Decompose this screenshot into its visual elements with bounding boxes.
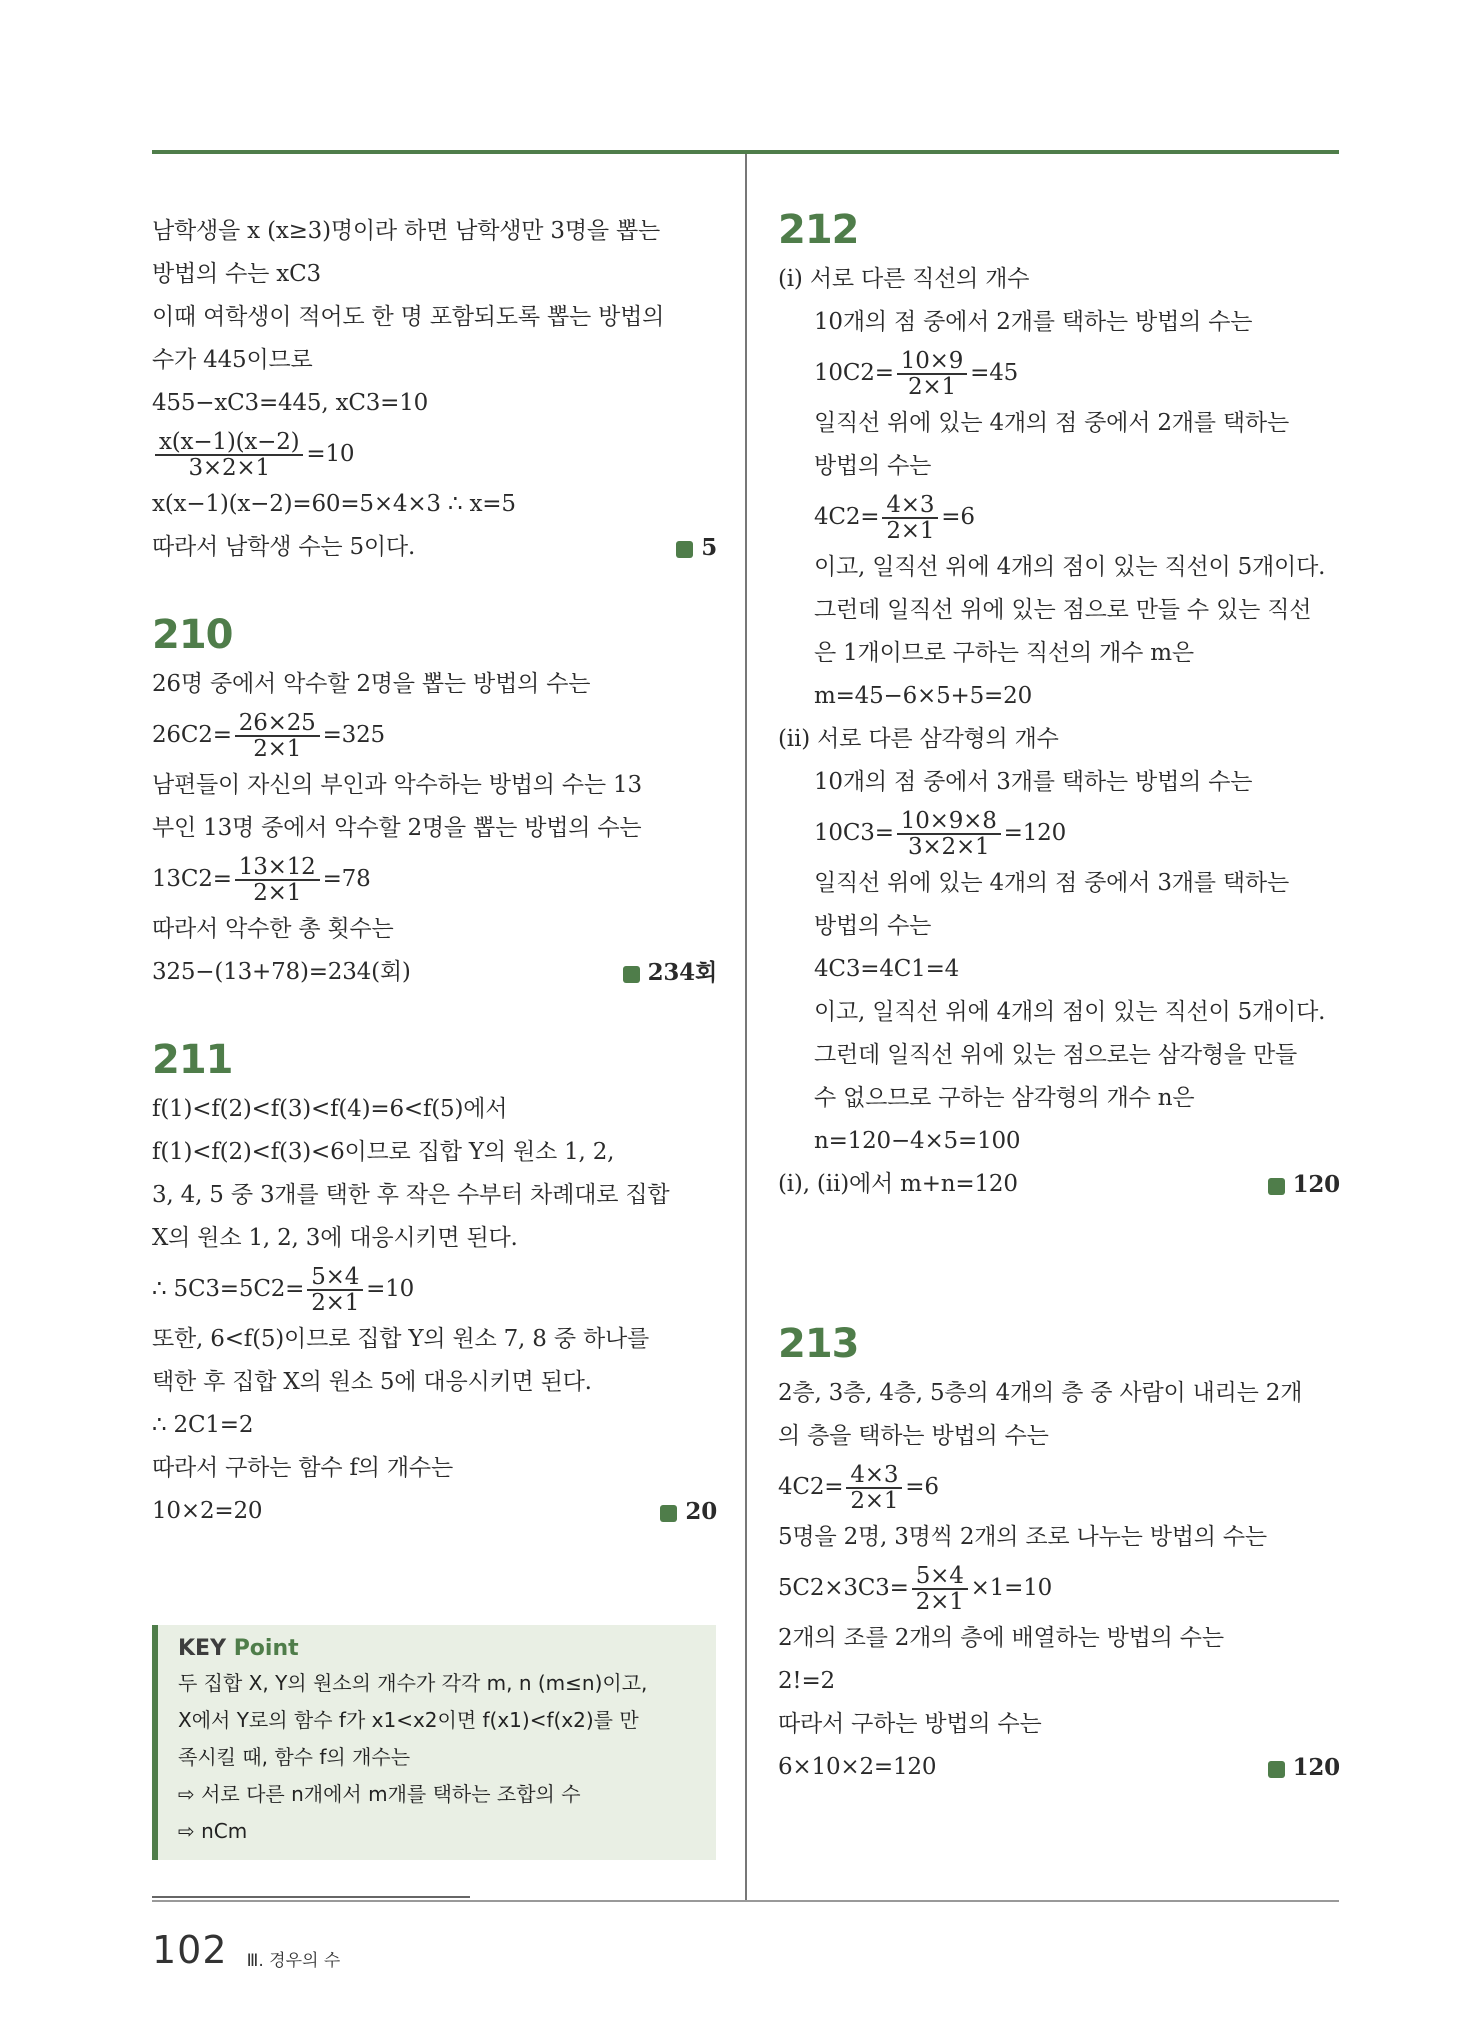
text-line: 방법의 수는	[814, 913, 932, 939]
numerator: 10×9	[897, 349, 967, 375]
denominator: 2×1	[886, 518, 935, 544]
right-column	[778, 202, 1340, 1789]
numerator: 5×4	[912, 1564, 968, 1590]
answer	[660, 1490, 717, 1533]
answer-value: 20	[685, 1498, 717, 1525]
fraction-prefix: 4C2=	[814, 504, 880, 530]
text-line: 3, 4, 5 중 3개를 택한 후 작은 수부터 차례대로 집합	[152, 1182, 670, 1208]
problem-212	[778, 202, 1340, 1206]
text-line	[778, 1163, 1340, 1206]
fraction	[307, 1265, 363, 1315]
key-label: KEY	[178, 1636, 227, 1661]
fraction-result: =45	[970, 360, 1019, 386]
text-line: 그런데 일직선 위에 있는 점으로는 삼각형을 만들	[814, 1042, 1298, 1068]
fraction-prefix: 10C3=	[814, 820, 894, 846]
answer-mark-icon	[660, 1505, 677, 1522]
denominator: 2×1	[850, 1488, 899, 1514]
fraction-prefix: ∴ 5C3=5C2=	[152, 1276, 305, 1302]
text-line: m=45−6×5+5=20	[814, 683, 1033, 709]
denominator: 3×2×1	[188, 455, 270, 481]
key-point-box	[152, 1625, 716, 1860]
text-line: 방법의 수는	[814, 453, 932, 479]
answer-mark-icon	[1268, 1761, 1285, 1778]
chapter-label: Ⅲ. 경우의 수	[246, 1951, 341, 1971]
text-line: 그런데 일직선 위에 있는 점으로 만들 수 있는 직선	[814, 597, 1312, 623]
text-line: 2개의 조를 2개의 층에 배열하는 방법의 수는	[778, 1625, 1224, 1651]
text-line: f(1)<f(2)<f(3)<6이므로 집합 Y의 원소 1, 2,	[152, 1139, 615, 1165]
conclusion: (ⅰ), (ⅱ)에서 m+n=120	[778, 1171, 1018, 1197]
fraction-result: =6	[941, 504, 975, 530]
fraction	[235, 855, 320, 905]
problem-number: 210	[152, 612, 233, 658]
fraction-line	[152, 425, 717, 483]
fraction-line	[152, 1260, 717, 1318]
problem-number: 211	[152, 1037, 233, 1083]
fraction-line	[778, 1458, 1340, 1516]
fraction	[912, 1564, 968, 1614]
text-line: 이고, 일직선 위에 4개의 점이 있는 직선이 5개이다.	[814, 554, 1326, 580]
text-line: 2!=2	[778, 1668, 835, 1694]
conclusion: 325−(13+78)=234(회)	[152, 959, 411, 985]
point-label: Point	[233, 1636, 299, 1661]
answer-value: 5	[701, 534, 717, 561]
text-line: 남학생을 x (x≥3)명이라 하면 남학생만 3명을 뽑는	[152, 218, 660, 244]
conclusion: 6×10×2=120	[778, 1754, 937, 1780]
bottom-rule-accent	[152, 1896, 470, 1898]
denominator: 3×2×1	[908, 834, 990, 860]
answer-value: 120	[1292, 1171, 1340, 1198]
page-number: 102	[152, 1928, 228, 1972]
numerator: 4×3	[846, 1463, 902, 1489]
text-line: 의 층을 택하는 방법의 수는	[778, 1423, 1049, 1449]
answer	[1268, 1746, 1340, 1789]
case-heading: (ⅱ) 서로 다른 삼각형의 개수	[778, 726, 1059, 752]
text-line: 또한, 6<f(5)이므로 집합 Y의 원소 7, 8 중 하나를	[152, 1326, 650, 1352]
text-line: X의 원소 1, 2, 3에 대응시키면 된다.	[152, 1225, 518, 1251]
fraction	[897, 349, 967, 399]
text-line: 은 1개이므로 구하는 직선의 개수 m은	[814, 640, 1194, 666]
fraction-result: =6	[905, 1474, 939, 1500]
text-line: 이때 여학생이 적어도 한 명 포함되도록 뽑는 방법의	[152, 304, 665, 330]
problem-number: 212	[778, 207, 859, 253]
text-line: 따라서 구하는 함수 f의 개수는	[152, 1455, 453, 1481]
fraction	[155, 430, 303, 480]
key-point-line: X에서 Y로의 함수 f가 x1<x2이면 f(x1)<f(x2)를 만	[178, 1708, 639, 1732]
numerator: 13×12	[235, 855, 320, 881]
answer	[1268, 1163, 1340, 1206]
answer-mark-icon	[1268, 1178, 1285, 1195]
fraction-result: =10	[366, 1276, 415, 1302]
answer-mark-icon	[676, 541, 693, 558]
numerator: 4×3	[882, 493, 938, 519]
denominator: 2×1	[907, 374, 956, 400]
fraction	[235, 711, 320, 761]
fraction-prefix: 5C2×3C3=	[778, 1575, 909, 1601]
denominator: 2×1	[253, 880, 302, 906]
key-point-line: ⇨ nCm	[178, 1819, 248, 1843]
fraction-result: =78	[322, 866, 371, 892]
text-line	[152, 951, 717, 994]
fraction-line	[152, 850, 717, 908]
text-line: x(x−1)(x−2)=60=5×4×3 ∴ x=5	[152, 491, 516, 517]
numerator: x(x−1)(x−2)	[155, 430, 303, 456]
text-line	[152, 1490, 717, 1533]
column-divider	[745, 154, 747, 1902]
problem-210	[152, 607, 717, 994]
text-line	[778, 1746, 1340, 1789]
fraction-prefix: 26C2=	[152, 722, 232, 748]
answer-value: 120	[1292, 1754, 1340, 1781]
fraction	[882, 493, 938, 543]
fraction-line	[152, 706, 717, 764]
answer-value: 234회	[647, 959, 717, 986]
fraction-result: =10	[306, 441, 355, 467]
fraction-line	[778, 804, 1340, 862]
fraction-line	[778, 488, 1340, 546]
fraction-result: ×1=10	[970, 1575, 1053, 1601]
text-line: 부인 13명 중에서 악수할 2명을 뽑는 방법의 수는	[152, 815, 642, 841]
key-point-line: ⇨ 서로 다른 n개에서 m개를 택하는 조합의 수	[178, 1782, 581, 1806]
fraction-result: =120	[1003, 820, 1067, 846]
answer	[623, 951, 717, 994]
text-line: 수가 445이므로	[152, 347, 313, 373]
text-line: 4C3=4C1=4	[814, 956, 960, 982]
text-line: 택한 후 집합 X의 원소 5에 대응시키면 된다.	[152, 1369, 592, 1395]
key-point-line: 두 집합 X, Y의 원소의 개수가 각각 m, n (m≤n)이고,	[178, 1671, 648, 1695]
key-point-line: 족시킬 때, 함수 f의 개수는	[178, 1745, 411, 1769]
fraction-line	[778, 1559, 1340, 1617]
answer-mark-icon	[623, 966, 640, 983]
fraction-result: =325	[322, 722, 385, 748]
page-footer	[152, 1928, 340, 1972]
numerator: 26×25	[235, 711, 320, 737]
text-line: 26명 중에서 악수할 2명을 뽑는 방법의 수는	[152, 671, 591, 697]
text-line: 455−xC3=445, xC3=10	[152, 390, 429, 416]
text-line: 이고, 일직선 위에 4개의 점이 있는 직선이 5개이다.	[814, 999, 1326, 1025]
text-line: 방법의 수는 xC3	[152, 261, 321, 287]
text-line: f(1)<f(2)<f(3)<f(4)=6<f(5)에서	[152, 1096, 508, 1122]
problem-211	[152, 1032, 717, 1533]
fraction-prefix: 13C2=	[152, 866, 232, 892]
numerator: 10×9×8	[897, 809, 1001, 835]
bottom-rule	[152, 1900, 1339, 1902]
case-heading: (ⅰ) 서로 다른 직선의 개수	[778, 266, 1030, 292]
problem-number: 213	[778, 1321, 859, 1367]
denominator: 2×1	[311, 1290, 360, 1316]
text-line: 수 없으므로 구하는 삼각형의 개수 n은	[814, 1085, 1195, 1111]
key-point-title	[158, 1625, 716, 1665]
text-line: 따라서 구하는 방법의 수는	[778, 1711, 1042, 1737]
intro-solution	[152, 210, 717, 569]
text-line: 5명을 2명, 3명씩 2개의 조로 나누는 방법의 수는	[778, 1524, 1267, 1550]
denominator: 2×1	[915, 1589, 964, 1615]
fraction-line	[778, 344, 1340, 402]
fraction-prefix: 4C2=	[778, 1474, 844, 1500]
problem-213	[778, 1316, 1340, 1789]
text-line: 일직선 위에 있는 4개의 점 중에서 2개를 택하는	[814, 410, 1289, 436]
conclusion: 따라서 남학생 수는 5이다.	[152, 534, 416, 560]
numerator: 5×4	[307, 1265, 363, 1291]
text-line: 따라서 악수한 총 횟수는	[152, 916, 394, 942]
answer	[676, 526, 717, 569]
fraction	[897, 809, 1001, 859]
conclusion: 10×2=20	[152, 1498, 263, 1524]
fraction	[846, 1463, 902, 1513]
text-line	[152, 526, 717, 569]
left-column	[152, 210, 717, 1533]
text-line: 남편들이 자신의 부인과 악수하는 방법의 수는 13	[152, 772, 642, 798]
fraction-prefix: 10C2=	[814, 360, 894, 386]
text-line: 10개의 점 중에서 2개를 택하는 방법의 수는	[814, 309, 1253, 335]
text-line: n=120−4×5=100	[814, 1128, 1021, 1154]
text-line: ∴ 2C1=2	[152, 1412, 254, 1438]
text-line: 일직선 위에 있는 4개의 점 중에서 3개를 택하는	[814, 870, 1289, 896]
denominator: 2×1	[253, 736, 302, 762]
text-line: 2층, 3층, 4층, 5층의 4개의 층 중 사람이 내리는 2개	[778, 1380, 1303, 1406]
text-line: 10개의 점 중에서 3개를 택하는 방법의 수는	[814, 769, 1253, 795]
